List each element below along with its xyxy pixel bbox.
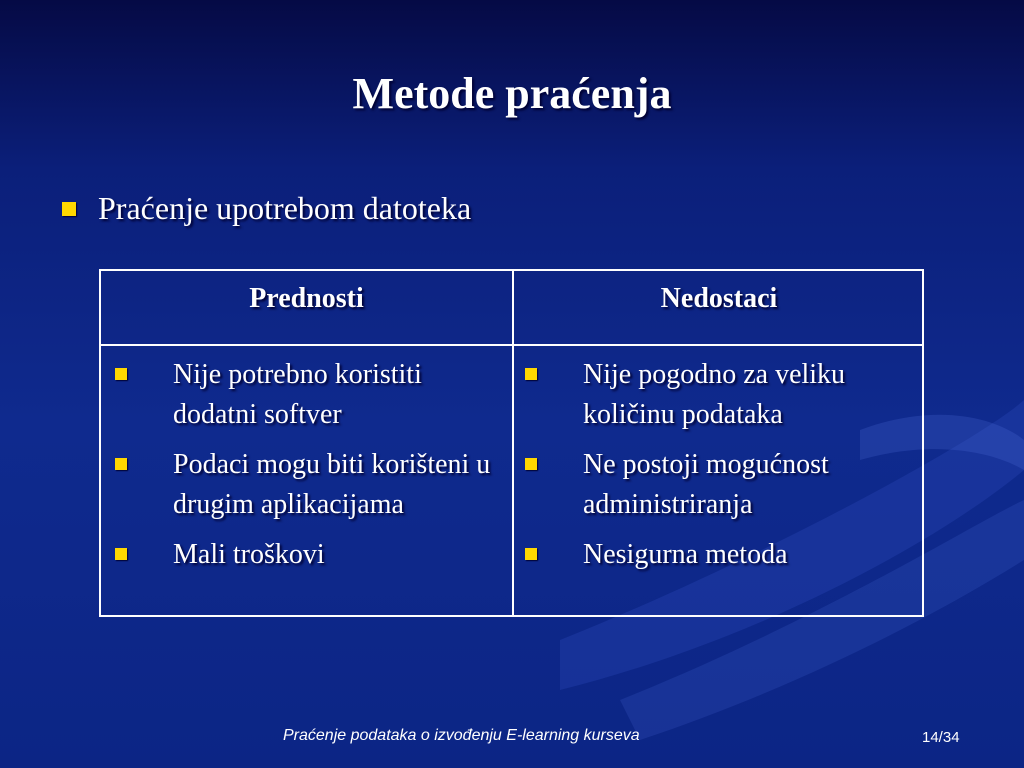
table-column-divider — [512, 271, 514, 615]
footer-text: Praćenje podataka o izvođenju E-learning kurseva — [283, 727, 640, 744]
slide-title: Metode praćenja — [352, 69, 672, 118]
list-item-text: Ne postoji mogućnost administriranja — [583, 449, 829, 520]
table-header-disadvantages: Nedostaci — [660, 283, 778, 314]
main-bullet — [62, 190, 471, 227]
list-item-text: Mali troškovi — [173, 539, 325, 570]
disadvantages-list — [525, 355, 915, 585]
comparison-table — [99, 269, 924, 617]
square-bullet-icon — [525, 548, 537, 560]
page-number: 14/34 — [922, 729, 960, 746]
table-row-divider — [101, 344, 922, 346]
list-item-text: Nije potrebno koristiti dodatni softver — [173, 359, 422, 430]
square-bullet-icon — [525, 458, 537, 470]
main-bullet-text: Praćenje upotrebom datoteka — [98, 190, 472, 226]
square-bullet-icon — [62, 202, 76, 216]
list-item-text: Podaci mogu biti korišteni u drugim aplikacijama — [173, 449, 491, 520]
square-bullet-icon — [115, 548, 127, 560]
list-item-text: Nesigurna metoda — [583, 539, 788, 570]
square-bullet-icon — [525, 368, 537, 380]
list-item-text: Nije pogodno za veliku količinu podataka — [583, 359, 846, 430]
square-bullet-icon — [115, 368, 127, 380]
list-item — [525, 355, 915, 435]
list-item — [115, 535, 505, 575]
list-item — [525, 445, 915, 525]
list-item — [525, 535, 915, 575]
list-item — [115, 445, 505, 525]
table-header-advantages: Prednosti — [249, 283, 364, 314]
advantages-list — [115, 355, 505, 585]
square-bullet-icon — [115, 458, 127, 470]
list-item — [115, 355, 505, 435]
